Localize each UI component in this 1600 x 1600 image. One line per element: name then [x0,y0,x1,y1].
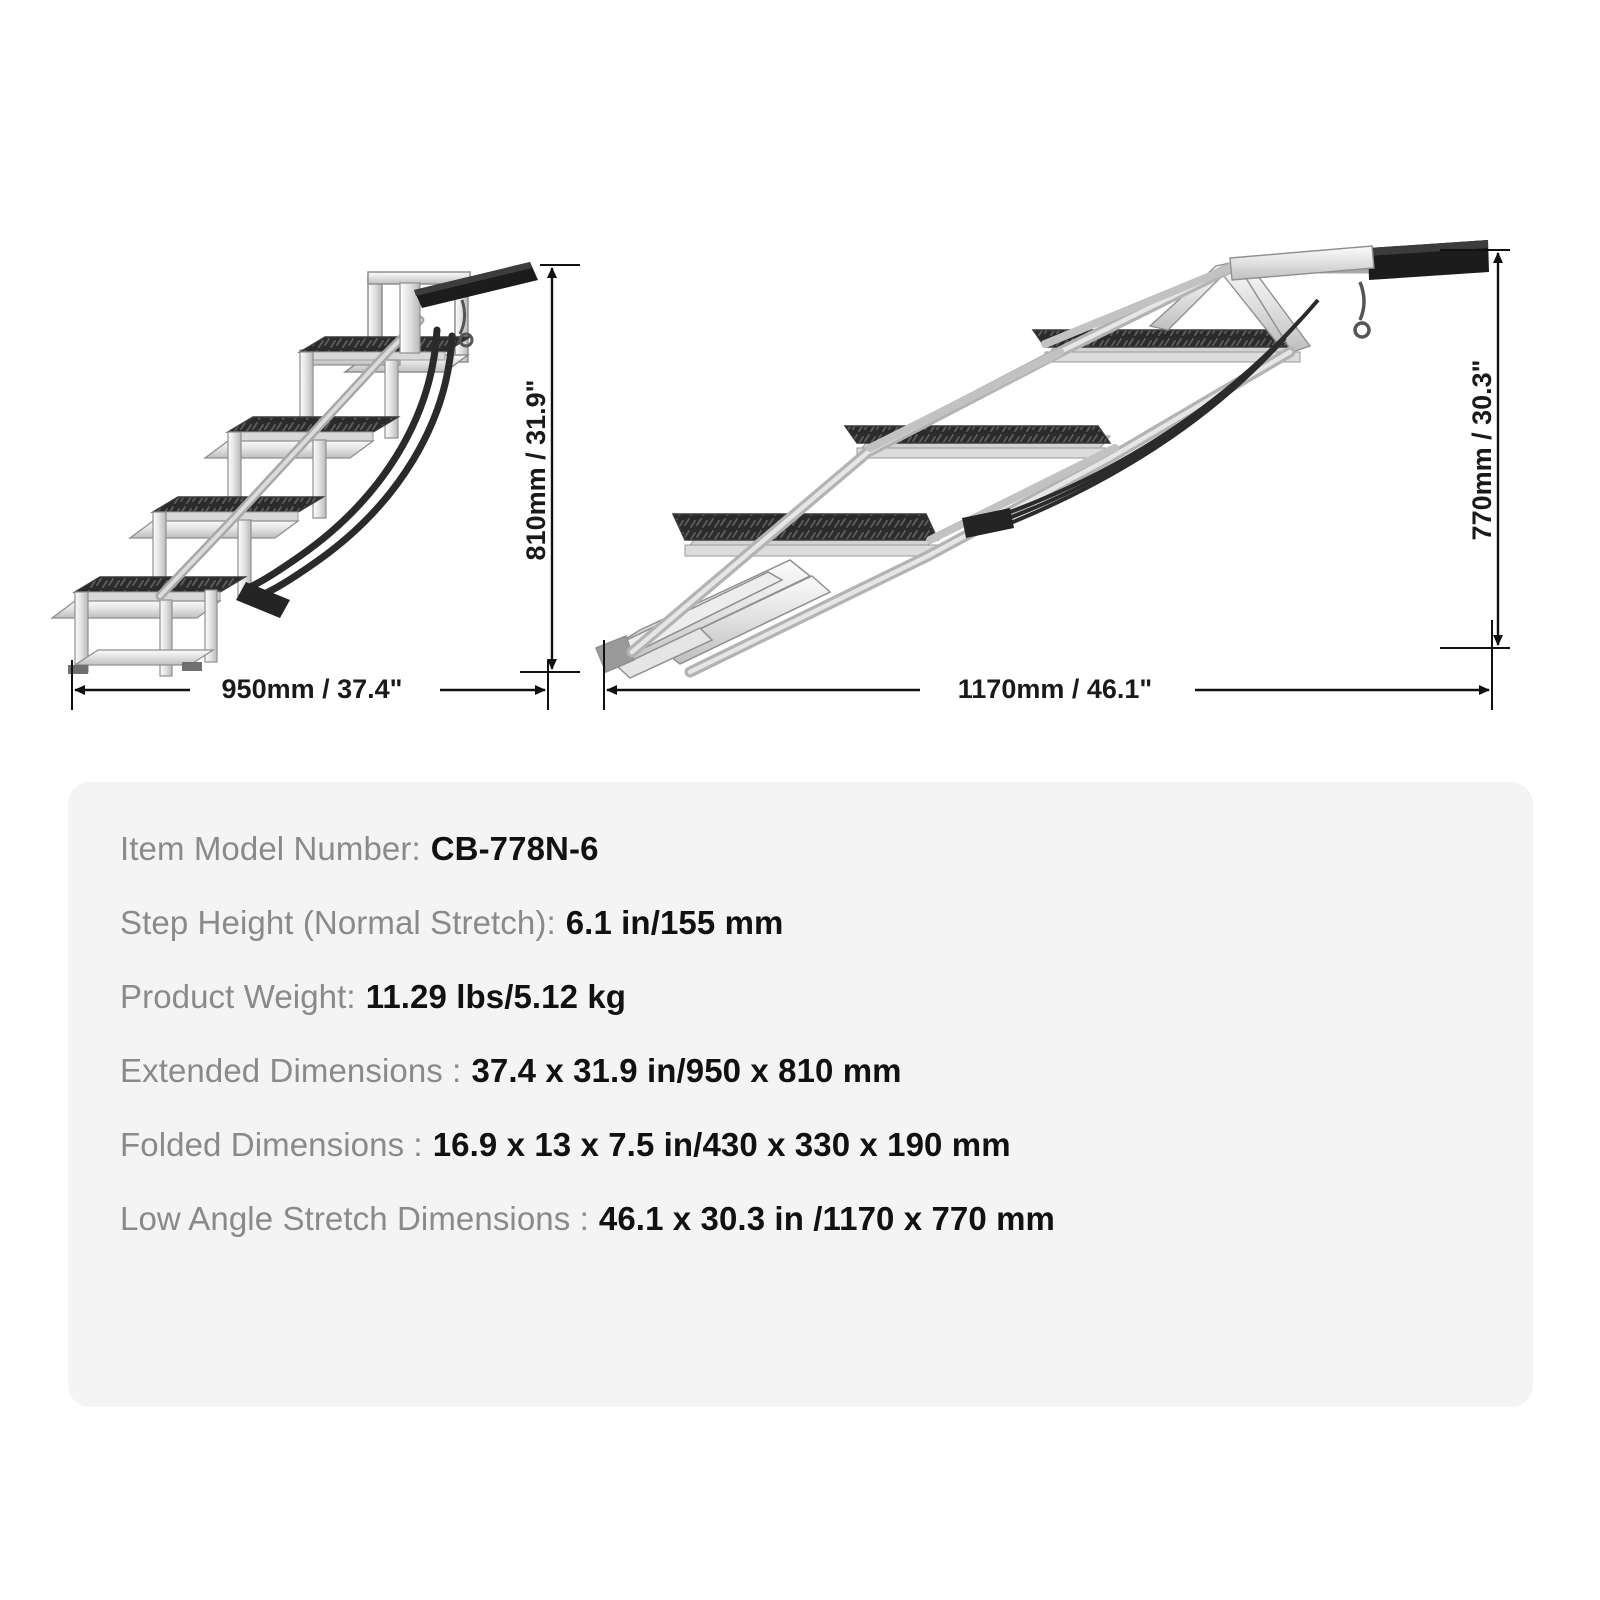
specifications-panel [68,782,1533,1407]
spec-label-low-angle-dimensions: Low Angle Stretch Dimensions : [120,1200,589,1237]
spec-value-model: CB-778N-6 [430,830,599,867]
product-diagram-area [0,0,1600,790]
right-step-2 [673,514,938,556]
right-height-dimension [1440,250,1510,648]
spec-label-weight: Product Weight: [120,978,356,1015]
spec-label-model: Item Model Number: [120,830,421,867]
spec-row-extended-dimensions [120,1052,1481,1090]
left-width-dimension [72,660,548,710]
spec-value-low-angle-dimensions: 46.1 x 30.3 in /1170 x 770 mm [598,1200,1055,1237]
right-width-label: 1170mm / 46.1" [957,674,1153,704]
right-product-illustration [596,240,1510,710]
spec-value-folded-dimensions: 16.9 x 13 x 7.5 in/430 x 330 x 190 mm [432,1126,1011,1163]
left-width-label: 950mm / 37.4" [221,674,403,704]
right-height-label: 770mm / 30.3" [1467,359,1497,541]
spec-row-folded-dimensions [120,1126,1481,1164]
left-height-label: 810mm / 31.9" [521,379,551,561]
left-height-dimension [520,265,580,672]
spec-label-step-height: Step Height (Normal Stretch): [120,904,556,941]
spec-value-weight: 11.29 lbs/5.12 kg [365,978,627,1015]
left-product-illustration [52,262,580,710]
spec-value-extended-dimensions: 37.4 x 31.9 in/950 x 810 mm [471,1052,902,1089]
spec-row-low-angle-dimensions [120,1200,1481,1238]
spec-row-weight [120,978,1481,1016]
product-diagram-svg [0,0,1600,790]
spec-row-step-height [120,904,1481,942]
spec-row-model [120,830,1481,868]
spec-label-extended-dimensions: Extended Dimensions : [120,1052,462,1089]
spec-value-step-height: 6.1 in/155 mm [565,904,784,941]
spec-label-folded-dimensions: Folded Dimensions : [120,1126,423,1163]
